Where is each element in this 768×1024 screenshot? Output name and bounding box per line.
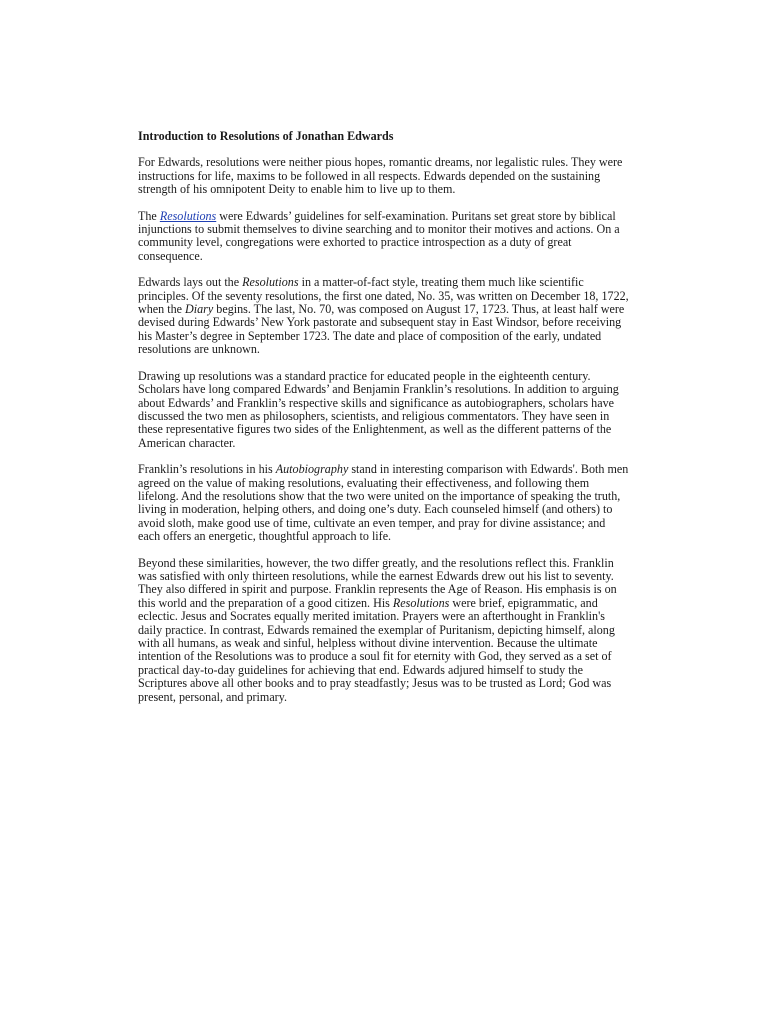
paragraph-2-post: were Edwards’ guidelines for self-examination. Puritans set great store by biblical injunctions to submit themselves to divine searching and to monitor their motives and actions. On a community level, congregations were exhorted to practice introspection as a duty of great consequence.: [138, 208, 620, 263]
paragraph-3-a: Edwards lays out the: [138, 275, 243, 290]
paragraph-4: [138, 370, 630, 450]
paragraph-4-text: Drawing up resolutions was a standard practice for educated people in the eighteenth century. Scholars have long compared Edwards’ and Benjamin Franklin’s resolutions. In addition to arguing about Edwards’ and Franklin’s respective skills and significance as autobiographers, scholars have discussed the two men as philosophers, scientists, and religious commentators. They have seen in these representative figures two sides of the Enlightenment, as well as the different patterns of the American character.: [138, 368, 619, 450]
resolutions-italic-2: Resolutions: [392, 595, 450, 610]
resolutions-link[interactable]: Resolutions: [159, 208, 217, 223]
paragraph-2: [138, 210, 630, 264]
diary-italic: Diary: [185, 302, 214, 317]
document-title: Introduction to Resolutions of Jonathan Edwards: [138, 129, 394, 143]
paragraph-5-c: stand in interesting comparison with Edwards'. Both men agreed on the value of making resolutions, evaluating their effectiveness, and following them lifelong. And the resolutions show that the two were united on the importance of speaking the truth, living in moderation, helping others, and doing one’s duty. Each counseled himself (and others) to avoid sloth, make good use of time, cultivate an even temper, and pray for divine assistance; and each offers an energetic, thoughtful approach to life.: [138, 462, 629, 544]
paragraph-1: [138, 156, 630, 196]
paragraph-3-c: in a matter-of-fact style, treating them much like scientific principles. Of the seventy resolutions, the first one dated, No. 35, was written on December 18, 1722, when the: [138, 275, 629, 317]
paragraph-6-a: Beyond these similarities, however, the two differ greatly, and the resolutions reflect this. Franklin was satisfied with only thirteen resolutions, while the earnest Edwards drew out his list to seventy. They also differed in spirit and purpose. Franklin represents the Age of Reason. His emphasis is on this world and the preparation of a good citizen. His: [138, 555, 617, 610]
paragraph-3: [138, 276, 630, 356]
document-page: [138, 130, 630, 717]
paragraph-6: [138, 557, 630, 704]
autobiography-italic: Autobiography: [275, 462, 349, 477]
resolutions-italic: Resolutions: [242, 275, 299, 290]
paragraph-3-e: begins. The last, No. 70, was composed on August 17, 1723. Thus, at least half were devised during Edwards’ New York pastorate and subsequent stay in East Windsor, before receiving his Master’s degree in September 1723. The date and place of composition of the early, undated resolutions are unknown.: [138, 302, 625, 357]
paragraph-6-c: were brief, epigrammatic, and eclectic. Jesus and Socrates equally merited imitation. Prayers were an afterthought in Franklin's daily practice. In contrast, Edwards remained the exemplar of Puritanism, depicting himself, along with all humans, as weak and sinful, helpless without divine intervention. Because the ultimate intention of the Resolutions was to produce a soul fit for eternity with God, they served as a set of practical day-to-day guidelines for achieving that end. Edwards adjured himself to study the Scriptures above all other books and to pray steadfastly; Jesus was to be trusted as Lord; God was present, personal, and primary.: [138, 595, 615, 704]
paragraph-5: [138, 463, 630, 543]
paragraph-2-pre: The: [138, 208, 160, 223]
paragraph-1-text: For Edwards, resolutions were neither pious hopes, romantic dreams, nor legalistic rules. They were instructions for life, maxims to be followed in all respects. Edwards depended on the sustaining strength of his omnipotent Deity to enable him to live up to them.: [138, 155, 623, 197]
paragraph-5-a: Franklin’s resolutions in his: [138, 462, 276, 477]
